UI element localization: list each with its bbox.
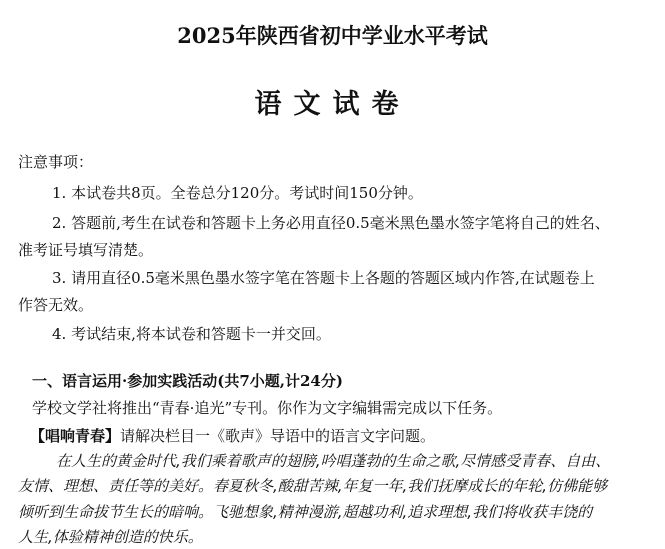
notice-item-1: 1. 本试卷共8页。全卷总分120分。考试时间150分钟。 (52, 184, 423, 202)
notice-heading: 注意事项： (18, 153, 94, 171)
task-intro: 学校文学社将推出“青春·追光”专刊。你作为文字编辑需完成以下任务。 (32, 399, 503, 417)
column-instruction-text: 请解决栏目一《歌声》导语中的语言文字问题。 (120, 427, 436, 445)
passage-line-1: 在人生的黄金时代,我们乘着歌声的翅膀,吟唱蓬勃的生命之歌,尽情感受青春、自由、 (56, 452, 611, 470)
exam-title: 2025年陕西省初中学业水平考试 (177, 23, 488, 48)
notice-item-3-line-1: 3. 请用直径0.5毫米黑色墨水签字笔在答题卡上各题的答题区域内作答,在试题卷上 (52, 269, 595, 287)
notice-item-3-line-2: 作答无效。 (18, 296, 94, 314)
column-tag: 【唱响青春】 (30, 427, 121, 445)
column-instruction (30, 426, 435, 446)
passage-line-3: 倾听到生命拔节生长的暗响。飞驰想象,精神漫游,超越功利,追求理想,我们将收获丰饶的 (18, 503, 593, 521)
notice-item-2-line-2: 准考证号填写清楚。 (18, 241, 154, 259)
subject-title: 语文试卷 (254, 89, 411, 120)
passage-line-4: 人生,体验精神创造的快乐。 (18, 528, 203, 546)
section-title: 一、语言运用·参加实践活动(共7小题,计24分) (32, 372, 343, 390)
notice-item-2-line-1: 2. 答题前,考生在试卷和答题卡上务必用直径0.5毫米黑色墨水签字笔将自己的姓名、 (52, 214, 610, 232)
passage-line-2: 友情、理想、责任等的美好。春夏秋冬,酸甜苦辣,年复一年,我们抚摩成长的年轮,仿佛能够 (18, 477, 608, 495)
notice-item-4: 4. 考试结束,将本试卷和答题卡一并交回。 (52, 325, 331, 343)
